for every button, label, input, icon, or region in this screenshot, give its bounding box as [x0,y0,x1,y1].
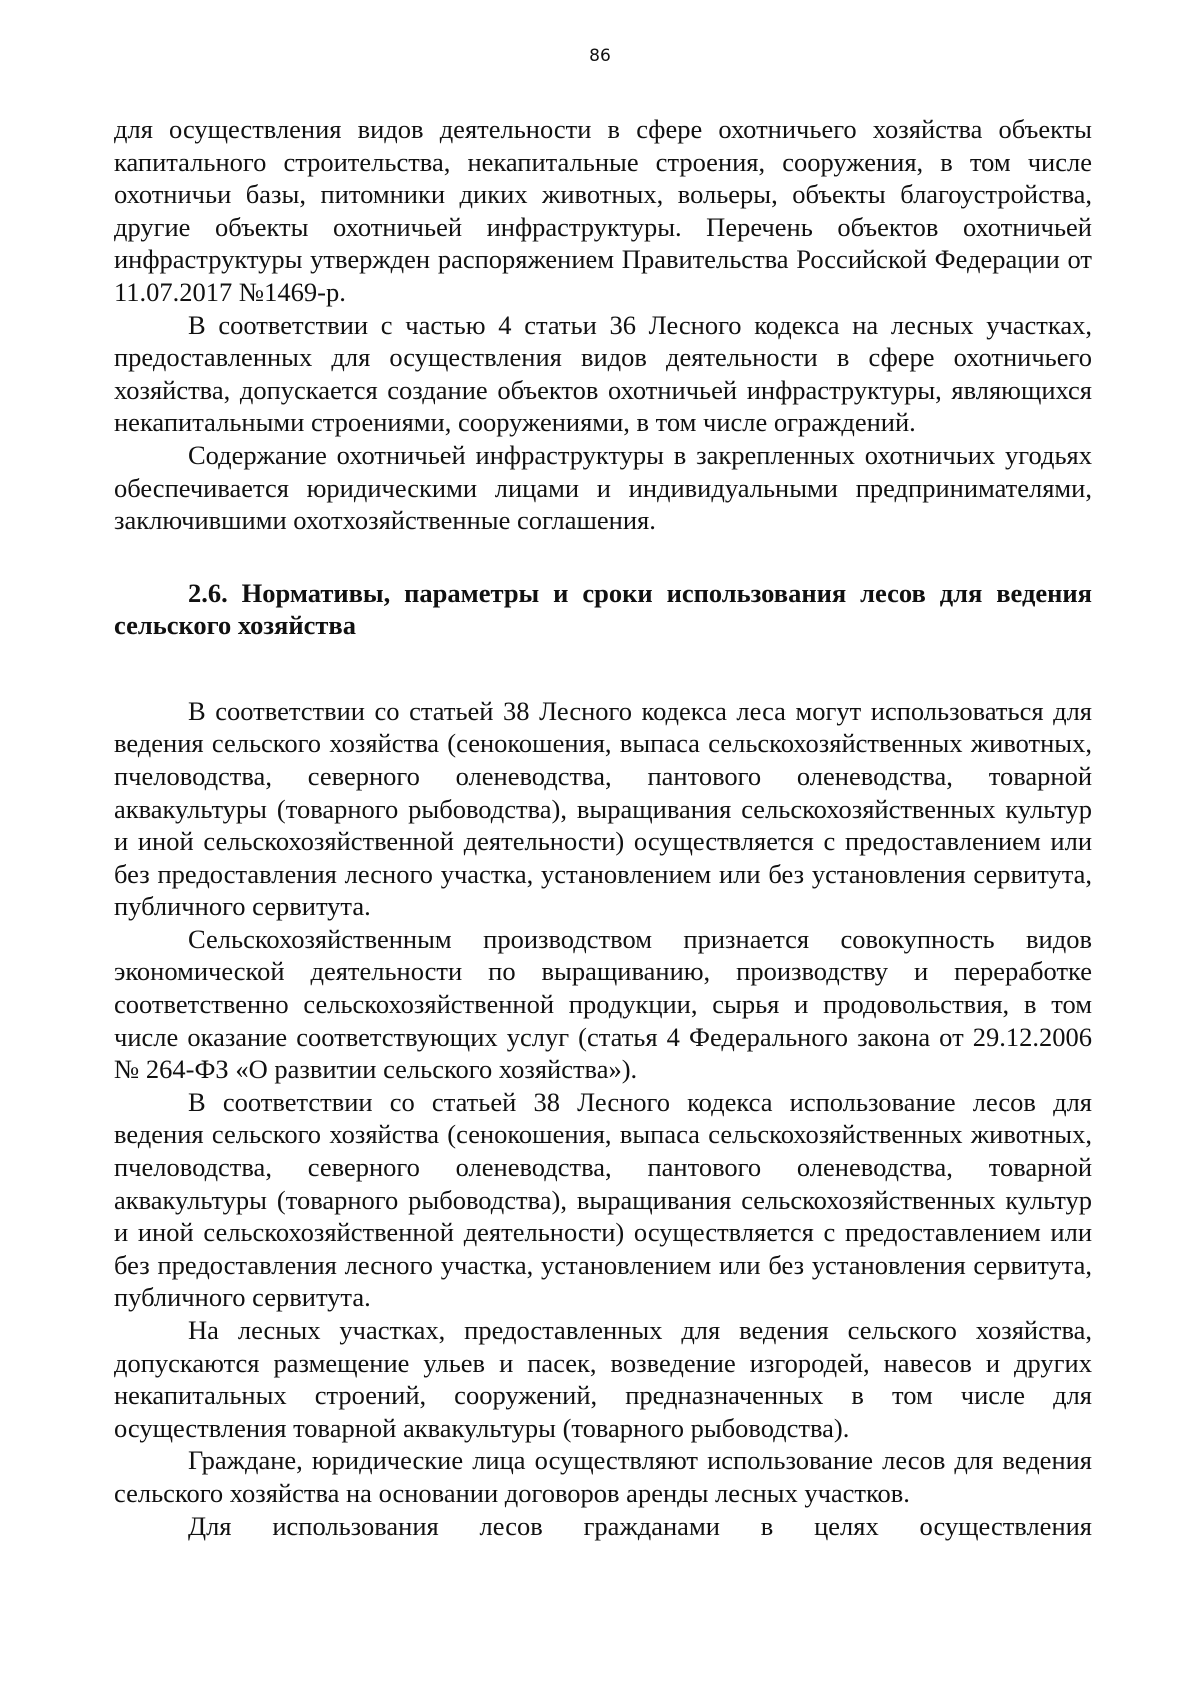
page-number: 86 [589,46,611,66]
paragraph-article-38: В соответствии со статьей 38 Лесного кодекса леса могут использоваться для ведения сельского хозяйства (сенокошения, выпаса сельскохозяйственных животных, пчеловодства, северного оленеводства, пантового оленеводства, товарной аквакультуры (товарного рыбоводства), выращивания сельскохозяйственных культур и иной сельскохозяйственной деятельности) осуществляется с предоставлением или без предоставления лесного участка, установлением или без установления сервитута, публичного сервитута. [114,695,1092,922]
paragraph-article-38-use: В соответствии со статьей 38 Лесного кодекса использование лесов для ведения сельского хозяйства (сенокошения, выпаса сельскохозяйственных животных, пчеловодства, северного оленеводства, пантового оленеводства, товарной аквакультуры (товарного рыбоводства), выращивания сельскохозяйственных культур и иной сельскохозяйственной деятельности) осуществляется с предоставлением или без предоставления лесного участка, установлением или без установления сервитута, публичного сервитута. [114,1086,1092,1313]
paragraph-allowed-structures: На лесных участках, предоставленных для ведения сельского хозяйства, допускаются размещение ульев и пасек, возведение изгородей, навесов и других некапитальных строений, сооружений, предназначенных в том числе для осуществления товарной аквакультуры (товарного рыбоводства). [114,1315,1092,1443]
document-body [114,113,1092,1542]
paragraph-continuation: для осуществления видов деятельности в сфере охотничьего хозяйства объекты капитального строительства, некапитальные строения, сооружения, в том числе охотничьи базы, питомники диких животных, вольеры, объекты благоустройства, другие объекты охотничьей инфраструктуры. Перечень объектов охотничьей инфраструктуры утвержден распоряжением Правительства Российской Федерации от 11.07.2017 №1469-р. [114,114,1092,307]
paragraph-lease-agreements: Граждане, юридические лица осуществляют использование лесов для ведения сельского хозяйства на основании договоров аренды лесных участков. [114,1445,1092,1508]
section-heading: 2.6. Нормативы, параметры и сроки использования лесов для ведения сельского хозяйства [114,577,1092,640]
paragraph-article-36: В соответствии с частью 4 статьи 36 Лесного кодекса на лесных участках, предоставленных для осуществления видов деятельности в сфере охотничьего хозяйства, допускается создание объектов охотничьей инфраструктуры, являющихся некапитальными строениями, сооружениями, в том числе ограждений. [114,309,1092,438]
paragraph-citizens-use: Для использования лесов гражданами в целях осуществления [188,1510,1092,1541]
paragraph-hunting-infrastructure: Содержание охотничьей инфраструктуры в закрепленных охотничьих угодьях обеспечивается юридическими лицами и индивидуальными предпринимателями, заключившими охотхозяйственные соглашения. [114,439,1092,536]
paragraph-agricultural-production: Сельскохозяйственным производством признается совокупность видов экономической деятельности по выращиванию, производству и переработке соответственно сельскохозяйственной продукции, сырья и продовольствия, в том числе оказание соответствующих услуг (статья 4 Федерального закона от 29.12.2006 № 264-ФЗ «О развитии сельского хозяйства»). [114,923,1092,1085]
